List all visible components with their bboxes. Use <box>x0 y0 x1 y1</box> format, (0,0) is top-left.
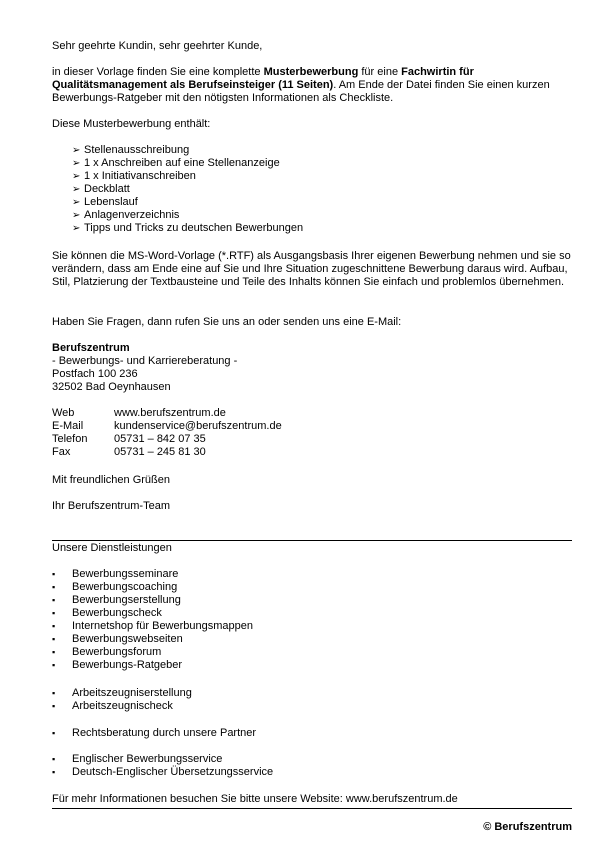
list-item: ➢ 1 x Anschreiben auf eine Stellenanzeige <box>72 157 280 169</box>
questions-paragraph: Haben Sie Fragen, dann rufen Sie uns an oder senden uns eine E-Mail: <box>52 316 402 328</box>
square-bullet-icon: ▪ <box>52 569 56 579</box>
usage-paragraph: Sie können die MS-Word-Vorlage (*.RTF) als Ausgangsbasis Ihrer eigenen Bewerbung nehmen und sie so verändern, dass am Ende eine auf Sie und Ihre Situation zugeschnittene Bewerbung daraus wird. Aufbau, Stil, Platzierung der Textbausteine und Teile des Inhalts können Sie einfach und problemlos übernehmen. <box>52 250 571 288</box>
contact-row-web: Web www.berufszentrum.de <box>52 407 226 419</box>
copyright: © Berufszentrum <box>483 821 572 833</box>
divider-top <box>52 540 572 541</box>
list-item: ▪ Internetshop für Bewerbungsmappen <box>52 620 254 632</box>
list-item: ▪ Bewerbungscheck <box>52 607 162 619</box>
intro-text-1: in dieser Vorlage finden Sie eine komplette <box>52 66 264 78</box>
services-heading: Unsere Dienstleistungen <box>52 542 172 554</box>
list-item: ▪ Bewerbungscoaching <box>52 581 178 593</box>
services-list-3 <box>52 727 574 740</box>
list-item: ➢ Deckblatt <box>72 183 130 195</box>
company-address <box>52 342 574 394</box>
square-bullet-icon: ▪ <box>52 728 56 738</box>
contact-row-phone: Telefon 05731 – 842 07 35 <box>52 433 206 445</box>
arrow-bullet-icon: ➢ <box>72 171 81 182</box>
intro-bold-musterbewerbung: Musterbewerbung <box>263 66 359 78</box>
company-address-line-2: 32502 Bad Oeynhausen <box>52 381 171 393</box>
arrow-bullet-icon: ➢ <box>72 145 81 156</box>
intro-bold-position: Fachwirtin für Qualitätsmanagement als Berufseinsteiger (11 Seiten) <box>52 66 474 91</box>
closing: Mit freundlichen Grüßen <box>52 474 170 486</box>
company-name: Berufszentrum <box>52 342 130 354</box>
list-item: ➢ Lebenslauf <box>72 196 138 208</box>
square-bullet-icon: ▪ <box>52 608 56 618</box>
list-item: ➢ Tipps und Tricks zu deutschen Bewerbungen <box>72 222 304 234</box>
email-link[interactable]: kundenservice@berufszentrum.de <box>114 420 282 432</box>
square-bullet-icon: ▪ <box>52 634 56 644</box>
intro-text-3: . Am Ende der Datei finden Sie einen kurzen Bewerbungs-Ratgeber mit den nötigsten Informationen als Checkliste. <box>52 79 550 104</box>
fax-value: 05731 – 245 81 30 <box>114 446 206 458</box>
square-bullet-icon: ▪ <box>52 767 56 777</box>
list-item: ▪ Arbeitszeugniserstellung <box>52 687 192 699</box>
services-list-2 <box>52 687 574 713</box>
square-bullet-icon: ▪ <box>52 582 56 592</box>
list-item: ▪ Bewerbungserstellung <box>52 594 181 606</box>
list-item: ▪ Bewerbungsseminare <box>52 568 179 580</box>
company-subtitle: - Bewerbungs- und Karriereberatung - <box>52 355 238 367</box>
arrow-bullet-icon: ➢ <box>72 223 81 234</box>
list-item: ➢ Anlagenverzeichnis <box>72 209 180 221</box>
list-item: ▪ Bewerbungs-Ratgeber <box>52 659 183 671</box>
website-note: Für mehr Informationen besuchen Sie bitte unsere Website: www.berufszentrum.de <box>52 793 458 805</box>
web-link[interactable]: www.berufszentrum.de <box>114 407 226 419</box>
list-item: ▪ Arbeitszeugnischeck <box>52 700 173 712</box>
list-item: ▪ Bewerbungswebseiten <box>52 633 183 645</box>
intro-text-2: für eine <box>358 66 402 78</box>
square-bullet-icon: ▪ <box>52 647 56 657</box>
square-bullet-icon: ▪ <box>52 701 56 711</box>
list-item: ➢ 1 x Initiativanschreiben <box>72 170 196 182</box>
intro-paragraph <box>52 66 574 105</box>
list-item: ▪ Englischer Bewerbungsservice <box>52 753 223 765</box>
square-bullet-icon: ▪ <box>52 621 56 631</box>
list-item: ▪ Bewerbungsforum <box>52 646 162 658</box>
contact-details <box>52 407 574 459</box>
list-item: ➢ Stellenausschreibung <box>72 144 190 156</box>
square-bullet-icon: ▪ <box>52 754 56 764</box>
list-item: ▪ Deutsch-Englischer Übersetzungsservice <box>52 766 274 778</box>
square-bullet-icon: ▪ <box>52 595 56 605</box>
list-item: ▪ Rechtsberatung durch unsere Partner <box>52 727 257 739</box>
contact-row-fax: Fax 05731 – 245 81 30 <box>52 446 206 458</box>
signature: Ihr Berufszentrum-Team <box>52 500 170 512</box>
arrow-bullet-icon: ➢ <box>72 158 81 169</box>
square-bullet-icon: ▪ <box>52 688 56 698</box>
greeting: Sehr geehrte Kundin, sehr geehrter Kunde, <box>52 40 263 52</box>
phone-value: 05731 – 842 07 35 <box>114 433 206 445</box>
company-address-line-1: Postfach 100 236 <box>52 368 138 380</box>
arrow-bullet-icon: ➢ <box>72 210 81 221</box>
arrow-bullet-icon: ➢ <box>72 197 81 208</box>
arrow-bullet-icon: ➢ <box>72 184 81 195</box>
contents-heading: Diese Musterbewerbung enthält: <box>52 118 211 130</box>
contents-list <box>52 144 574 235</box>
services-list-4 <box>52 753 574 779</box>
divider-bottom <box>52 808 572 809</box>
square-bullet-icon: ▪ <box>52 660 56 670</box>
services-list-1 <box>52 568 574 672</box>
contact-row-email: E-Mail kundenservice@berufszentrum.de <box>52 420 282 432</box>
